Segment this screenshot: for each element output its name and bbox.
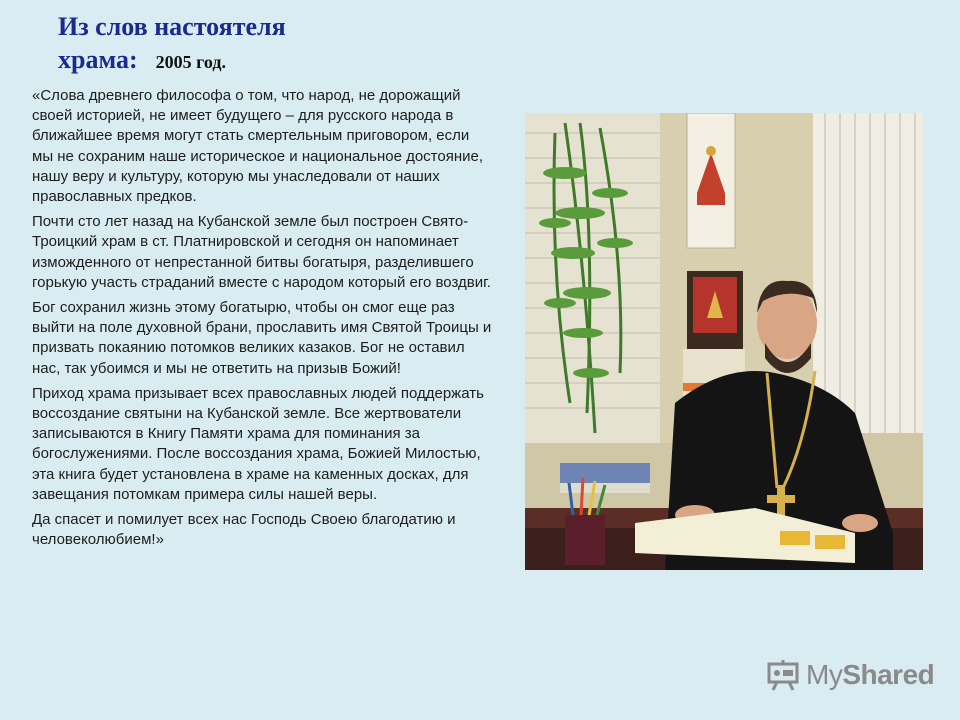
slide-title (58, 10, 286, 79)
paragraph-3: Бог сохранил жизнь этому богатырю, чтобы он смог еще раз выйти на поле духовной брани, прославить имя Святой Троицы и призвать покаянию потомков великих казаков. Бог не оставил нас, так убоимся и мы не ответить на призыв Божий! (32, 299, 492, 377)
mysharedlogo[interactable] (766, 655, 934, 695)
paragraph-1: «Слова древнего философа о том, что народ, не дорожащий своей историей, не имеет будущего – для русского народа в ближайшее время могут стать смертельным приговором, если мы не сохраним наше историческое и национальное достояние, нашу веру и культуру, которую мы унаследовали от наших православных предков. (32, 87, 484, 206)
title-line-2: храма: (58, 45, 138, 74)
paragraph-4: Приход храма призывает всех православных людей поддержать воссоздание святыни на Кубанской земле. Все жертвователи записываются в Книгу Памяти храма для поминания за богослужениями. После воссоздания храма, Божией Милостью, эта книга будет установлена в храме на каменных досках, для завещания потомкам примера силы нашей веры. (32, 384, 484, 503)
logo-text-my: My (806, 659, 843, 690)
paragraph-2: Почти сто лет назад на Кубанской земле был построен Свято-Троицкий храм в ст. Платнировской и сегодня он напоминает изможденного от непрестанной битвы богатыря, разделившего горькую участь страданий вместе с народом который его воздвиг. (32, 213, 491, 291)
quote-text (32, 86, 492, 555)
logo-text-shared: Shared (842, 659, 935, 690)
title-year: 2005 год. (155, 52, 226, 72)
priest-photo-illustration (525, 113, 923, 570)
mysharedlogo-text (806, 659, 934, 691)
priest-photo (525, 113, 923, 570)
title-line-1: Из слов настоятеля (58, 12, 286, 41)
paragraph-5: Да спасет и помилует всех нас Господь Своею благодатию и человеколюбием!» (32, 511, 456, 549)
presentation-board-icon (766, 658, 800, 692)
